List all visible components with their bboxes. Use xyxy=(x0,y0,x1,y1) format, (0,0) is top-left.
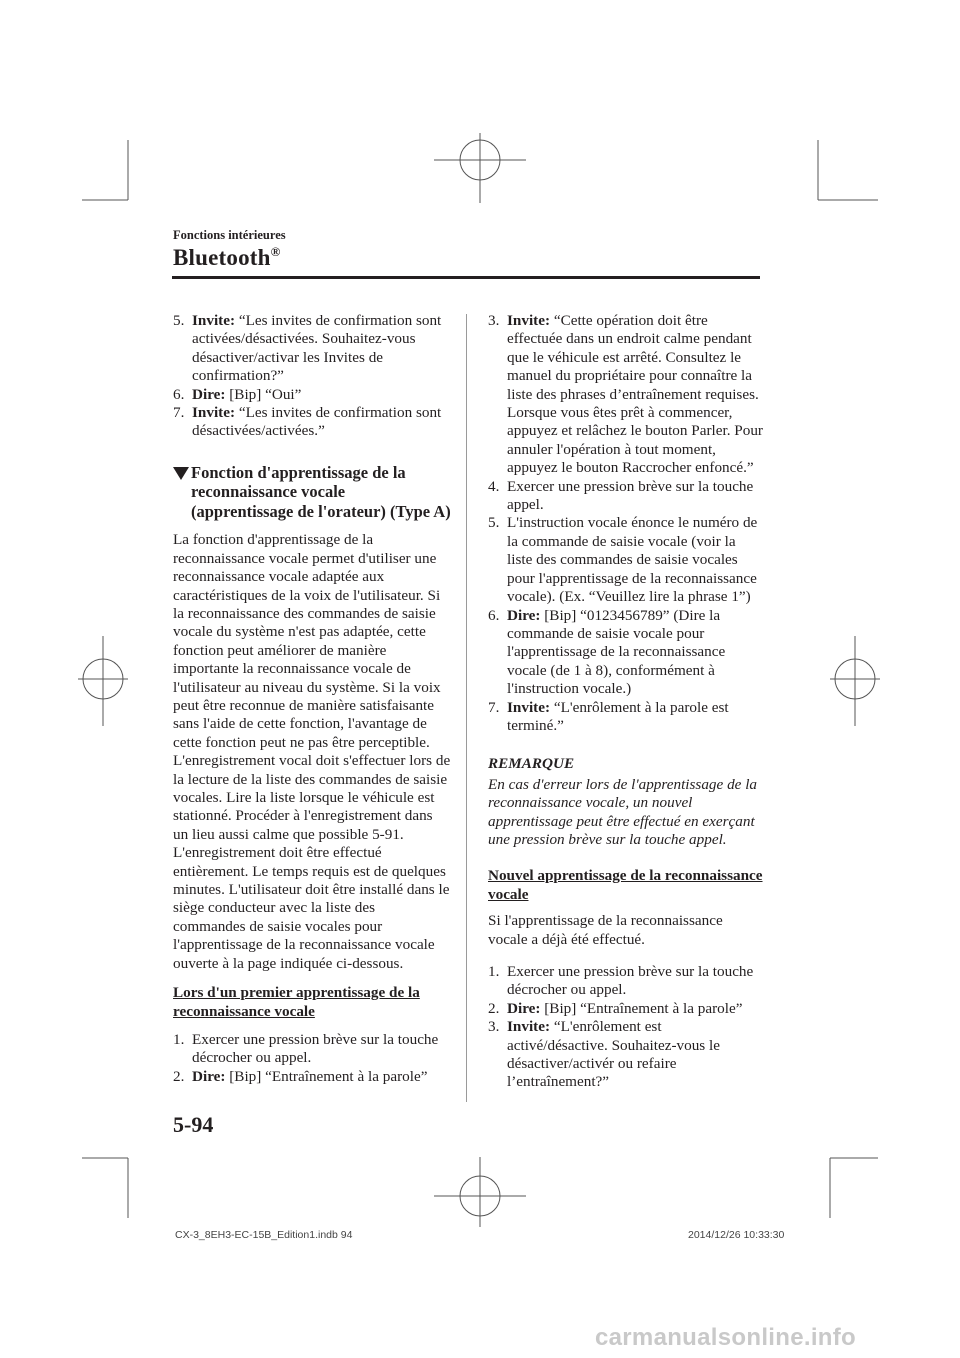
subheading: Nouvel apprentissage de la reconnaissance vocale xyxy=(488,867,763,903)
step-keyword: Invite: xyxy=(192,312,236,329)
step-number: 5. xyxy=(488,514,500,532)
list-item xyxy=(173,404,451,441)
list-item xyxy=(488,478,763,515)
step-text: [Bip] “Oui” xyxy=(225,385,302,403)
step-number: 6. xyxy=(488,606,500,624)
triangle-bullet-icon xyxy=(173,467,189,480)
step-keyword: Dire: xyxy=(507,999,541,1017)
chapter-title-text: Bluetooth xyxy=(173,245,271,270)
step-number: 7. xyxy=(173,404,185,422)
chapter-title xyxy=(173,244,281,271)
column-divider xyxy=(466,314,467,1102)
print-date-label: 2014/12/26 10:33:30 xyxy=(688,1229,785,1241)
page-number: 5-94 xyxy=(173,1112,214,1137)
step-keyword: Invite: xyxy=(507,1018,551,1036)
list-item xyxy=(488,514,763,606)
step-number: 4. xyxy=(488,477,500,495)
step-keyword: Invite: xyxy=(507,312,551,329)
step-text: “Cette opération doit être effectuée dans un endroit calme pendant que le véhicule est arrêté. Consultez le manuel du propriétaire pour connaître la liste des phrases d’entraînement requises. Lorsque vous êtes prêt à commencer, appuyez et relâchez le bouton Parler. Pour annuler l'opération à tout moment, appuyez le bouton Raccrocher enfoncé.” xyxy=(507,312,763,477)
step-number: 3. xyxy=(488,312,500,329)
note-title: REMARQUE xyxy=(488,755,575,773)
list-item xyxy=(488,963,763,1000)
list-item xyxy=(173,1068,451,1086)
intro-paragraph: Si l'apprentissage de la reconnaissance vocale a déjà été effectué. xyxy=(488,912,723,948)
list-item xyxy=(173,312,451,386)
body-paragraph: La fonction d'apprentissage de la reconnaissance vocale permet d'utiliser une reconnaissance vocale adaptée aux caractéristiques de la voix de l'utilisateur. Si la reconnaissance des commandes de saisie vocale du système n'est pas adaptée, cette fonction peut améliorer de manière importante la reconnaissance vocale de l'utilisateur au niveau du système. Si la voix peut être reconnue de manière satisfaisante sans l'aide de cette fonction, l'avantage de cette fonction peut ne pas être perceptible. L'enregistrement vocal doit s'effectuer lors de la lecture de la liste des commandes de saisie vocales. Lire la liste lorsque le véhicule est stationné. Procéder à l'enregistrement dans un lieu aussi calme que possible 5-91. L'enregistrement doit être effectué entièrement. Le temps requis est de quelques minutes. L'utilisateur doit être installé dans le siège conducteur avec la liste des commandes de saisie vocales pour l'apprentissage de la reconnaissance vocale ouverte à la page indiquée ci-dessous. xyxy=(173,531,451,972)
step-number: 2. xyxy=(488,999,500,1017)
step-text: Exercer une pression brève sur la touche appel. xyxy=(507,477,754,514)
watermark: carmanualsonline.info xyxy=(595,1324,857,1351)
step-text: Exercer une pression brève sur la touche décrocher ou appel. xyxy=(192,1030,439,1067)
step-keyword: Invite: xyxy=(192,404,236,422)
step-text: [Bip] “0123456789” (Dire la commande de saisie vocale pour l'apprentissage de la reconnaissance vocale (de 1 à 8), conformément à l'instruction vocale.) xyxy=(507,606,726,698)
step-keyword: Dire: xyxy=(192,385,226,403)
list-item xyxy=(173,1031,451,1068)
right-column xyxy=(488,312,763,1092)
note-text: En cas d'erreur lors de l'apprentissage de la reconnaissance vocale, un nouvel apprentissage peut être effectué en exerçant une pression brève sur la touche appel. xyxy=(488,775,758,848)
steps-list-left-a xyxy=(173,312,451,441)
list-item xyxy=(488,607,763,699)
left-column xyxy=(173,312,451,1086)
header-rule xyxy=(172,276,760,279)
step-text: L'instruction vocale énonce le numéro de la commande de saisie vocale (voir la liste des commandes de saisie vocales pour l'apprentissage de la reconnaissance vocale). (Ex. “Veuillez lire la phrase 1”) xyxy=(507,514,758,606)
step-text: Exercer une pression brève sur la touche décrocher ou appel. xyxy=(507,963,754,999)
print-file-label: CX-3_8EH3-EC-15B_Edition1.indb 94 xyxy=(175,1229,353,1241)
step-keyword: Invite: xyxy=(507,698,551,716)
step-text: “L'enrôlement est activé/désactive. Souhaitez-vous le désactiver/activér ou refaire l’entraînement?” xyxy=(507,1018,720,1091)
registered-mark: ® xyxy=(270,244,281,259)
list-item xyxy=(488,312,763,478)
step-number: 7. xyxy=(488,698,500,716)
list-item xyxy=(488,699,763,736)
step-text: [Bip] “Entraînement à la parole” xyxy=(540,999,743,1017)
subheading: Lors d'un premier apprentissage de la reconnaissance vocale xyxy=(173,984,420,1020)
list-item xyxy=(488,1000,763,1018)
step-text: “Les invites de confirmation sont désactivées/activées.” xyxy=(192,404,442,440)
section-label: Fonctions intérieures xyxy=(173,228,286,242)
step-number: 6. xyxy=(173,385,185,403)
step-number: 1. xyxy=(488,963,500,980)
list-item xyxy=(488,1018,763,1092)
section-heading-text: Fonction d'apprentissage de la reconnaissance vocale (apprentissage de l'orateur) (Type A) xyxy=(191,462,451,521)
steps-list-left-b xyxy=(173,1031,451,1086)
step-text: “L'enrôlement à la parole est terminé.” xyxy=(507,698,729,734)
step-number: 3. xyxy=(488,1018,500,1036)
step-text: [Bip] “Entraînement à la parole” xyxy=(225,1067,428,1085)
steps-list-right-b xyxy=(488,963,763,1092)
step-keyword: Dire: xyxy=(192,1067,226,1085)
step-number: 5. xyxy=(173,312,185,329)
step-number: 1. xyxy=(173,1030,185,1048)
step-text: “Les invites de confirmation sont activées/désactivées. Souhaitez-vous désactiver/activar les Invites de confirmation?” xyxy=(192,312,442,385)
steps-list-right-a xyxy=(488,312,763,735)
list-item xyxy=(173,386,451,404)
section-heading xyxy=(173,463,451,522)
step-keyword: Dire: xyxy=(507,606,541,624)
step-number: 2. xyxy=(173,1067,185,1085)
